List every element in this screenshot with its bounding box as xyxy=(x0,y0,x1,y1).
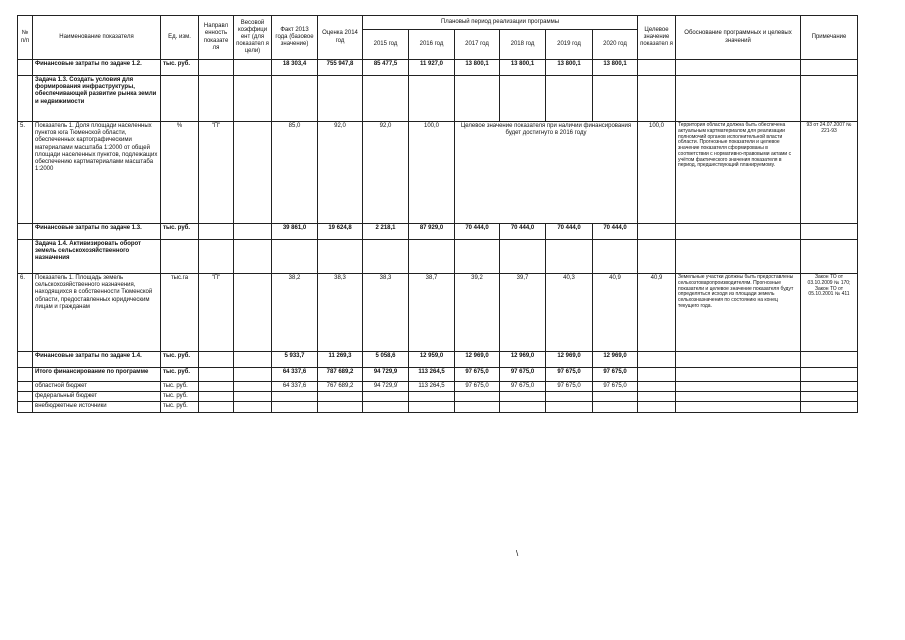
table-row xyxy=(18,382,858,392)
plan-period-header: Плановый период реализации программы xyxy=(363,16,638,30)
table-row xyxy=(18,76,858,122)
cell-2020: 13 800,1 xyxy=(593,60,638,76)
cell-2017: 12 969,0 xyxy=(455,352,500,368)
table-row xyxy=(18,122,858,224)
cell-2020: 12 969,0 xyxy=(593,352,638,368)
cell-estimate: 755 947,8 xyxy=(318,60,363,76)
cell-note: Закон ТО от 03.10.2009 № 170; Закон ТО от 05.10.2001 № 411 xyxy=(801,274,858,352)
year-2018-header: 2018 год xyxy=(500,30,546,60)
table-row xyxy=(18,240,858,274)
row-direction: "П" xyxy=(199,274,234,352)
program-indicators-table xyxy=(17,15,858,413)
cell-estimate: 19 624,8 xyxy=(318,224,363,240)
col-unit-header: Ед. изм. xyxy=(161,16,199,60)
row-name: Финансовые затраты по задаче 1.3. xyxy=(33,224,161,240)
scan-mark: \ xyxy=(516,549,519,558)
row-name: Показатель 1. Доля площади населенных пунктов юга Тюменской области, обеспеченных картографическими материалами масштаба 1:2000 от общей площади населенных пунктов, подлежащих обеспечению картматериалами масштаба 1:2000 xyxy=(33,122,161,224)
row-unit: тыс. руб. xyxy=(161,224,199,240)
cell-2017: 70 444,0 xyxy=(455,224,500,240)
cell-2018: 97 675,0 xyxy=(500,368,546,382)
row-unit: тыс. руб. xyxy=(161,392,199,402)
row-name: областной бюджет xyxy=(33,382,161,392)
table-row xyxy=(18,224,858,240)
cell-2016: 113 264,5 xyxy=(409,368,455,382)
cell-2018: 13 800,1 xyxy=(500,60,546,76)
year-2016-header: 2016 год xyxy=(409,30,455,60)
cell-estimate: 38,3 xyxy=(318,274,363,352)
cell-2019: 70 444,0 xyxy=(546,224,593,240)
cell-target: 100,0 xyxy=(638,122,676,224)
cell-2019: 97 675,0 xyxy=(546,368,593,382)
scan-mark: ' xyxy=(397,381,399,388)
merged-note: Целевое значение показателя при наличии финансирования будет достигнуто в 2016 году xyxy=(455,122,638,224)
table-row xyxy=(18,392,858,402)
cell-fact: 18 303,4 xyxy=(272,60,318,76)
cell-fact: 85,0 xyxy=(272,122,318,224)
cell-2017: 97 675,0 xyxy=(455,382,500,392)
cell-2019: 40,3 xyxy=(546,274,593,352)
cell-2016: 11 927,0 xyxy=(409,60,455,76)
cell-2015: 38,3 xyxy=(363,274,409,352)
row-direction: "П" xyxy=(199,122,234,224)
col-justification-header: Обоснование программных и целевых значений xyxy=(676,16,801,60)
cell-2020: 40,9 xyxy=(593,274,638,352)
row-unit: тыс. руб. xyxy=(161,402,199,412)
year-2015-header: 2015 год xyxy=(363,30,409,60)
row-unit: тыс.га xyxy=(161,274,199,352)
cell-2019: 13 800,1 xyxy=(546,60,593,76)
cell-estimate: 767 689,2 xyxy=(318,382,363,392)
col-target-header: Целевое значение показател я xyxy=(638,16,676,60)
task-title: Задача 1.4. Активизировать оборот земель сельскохозяйственного назначения xyxy=(33,240,161,274)
cell-fact: 39 861,0 xyxy=(272,224,318,240)
cell-estimate: 787 689,2 xyxy=(318,368,363,382)
col-num-header: № п/п xyxy=(18,16,33,60)
year-2019-header: 2019 год xyxy=(546,30,593,60)
cell-2015: 92,0 xyxy=(363,122,409,224)
row-name: федеральный бюджет xyxy=(33,392,161,402)
cell-2016: 100,0 xyxy=(409,122,455,224)
cell-2018: 12 969,0 xyxy=(500,352,546,368)
row-name: Финансовые затраты по задаче 1.4. xyxy=(33,352,161,368)
cell-2016: 87 929,0 xyxy=(409,224,455,240)
cell-2016: 12 959,0 xyxy=(409,352,455,368)
cell-2018: 70 444,0 xyxy=(500,224,546,240)
col-note-header: Примечание xyxy=(801,16,858,60)
table-row xyxy=(18,274,858,352)
col-estimate-header: Оценка 2014 год xyxy=(318,16,363,60)
cell-2015: 94 729,9 xyxy=(363,382,409,392)
cell-2016: 113 264,5 xyxy=(409,382,455,392)
col-name-header: Наименование показателя xyxy=(33,16,161,60)
cell-fact: 64 337,6 xyxy=(272,368,318,382)
cell-fact: 64 337,6 xyxy=(272,382,318,392)
row-name: внебюджетные источники xyxy=(33,402,161,412)
cell-justification: Земельные участки должны быть предоставлены сельхозтоваропроизводителям. Прогнозные показатели и целевое значение показателя будут определяться исходя из площади земель сельхозназначения по состоянию на конец текущего года. xyxy=(676,274,801,352)
cell-note: 93 от 24.07.2007 № 221-93 xyxy=(801,122,858,224)
row-name: Показатель 1. Площадь земель сельскохозяйственного назначения, находящихся в собственности Тюменской области, предоставленных юридическим лицам и гражданам xyxy=(33,274,161,352)
cell-2015: 94 729,9 xyxy=(363,368,409,382)
cell-2017: 13 800,1 xyxy=(455,60,500,76)
col-weight-header: Весовой коэффици ент (для показател я цели) xyxy=(234,16,272,60)
cell-fact: 5 933,7 xyxy=(272,352,318,368)
table-row xyxy=(18,352,858,368)
cell-2020: 70 444,0 xyxy=(593,224,638,240)
col-fact-header: Факт 2013 года (базовое значение) xyxy=(272,16,318,60)
year-2020-header: 2020 год xyxy=(593,30,638,60)
task-title: Задача 1.3. Создать условия для формирования инфраструктуры, обеспечивающей развитие рынка земли и недвижимости xyxy=(33,76,161,122)
row-unit: % xyxy=(161,122,199,224)
cell-2020: 97 675,0 xyxy=(593,368,638,382)
cell-2019: 12 969,0 xyxy=(546,352,593,368)
row-number: 6. xyxy=(18,274,33,352)
table-row xyxy=(18,368,858,382)
cell-2016: 38,7 xyxy=(409,274,455,352)
row-number: 5. xyxy=(18,122,33,224)
row-unit: тыс. руб. xyxy=(161,60,199,76)
cell-2020: 97 675,0 xyxy=(593,382,638,392)
row-name: Итого финансирование по программе xyxy=(33,368,161,382)
cell-2015: 85 477,5 xyxy=(363,60,409,76)
cell-fact: 38,2 xyxy=(272,274,318,352)
cell-estimate: 92,0 xyxy=(318,122,363,224)
cell-2015: 2 218,1 xyxy=(363,224,409,240)
row-name: Финансовые затраты по задаче 1.2. xyxy=(33,60,161,76)
cell-2017: 97 675,0 xyxy=(455,368,500,382)
cell-2015: 5 058,6 xyxy=(363,352,409,368)
cell-2018: 39,7 xyxy=(500,274,546,352)
cell-2019: 97 675,0 xyxy=(546,382,593,392)
table-row xyxy=(18,60,858,76)
row-unit: тыс. руб. xyxy=(161,368,199,382)
cell-2017: 39,2 xyxy=(455,274,500,352)
cell-target: 40,9 xyxy=(638,274,676,352)
row-unit: тыс. руб. xyxy=(161,352,199,368)
year-2017-header: 2017 год xyxy=(455,30,500,60)
cell-2018: 97 675,0 xyxy=(500,382,546,392)
cell-justification: Территория области должна быть обеспечена актуальным картматериалом для реализации полномочий органов исполнительной власти области. Прогнозные показатели и целевое значение показателя сформированы в соответствии с нормативно-правовыми актами с учётом фактического значения показателя в период, предшествующий планируемому. xyxy=(676,122,801,224)
cell-estimate: 11 269,3 xyxy=(318,352,363,368)
col-direction-header: Направл енность показате ля xyxy=(199,16,234,60)
table-row xyxy=(18,402,858,412)
row-unit: тыс. руб. xyxy=(161,382,199,392)
